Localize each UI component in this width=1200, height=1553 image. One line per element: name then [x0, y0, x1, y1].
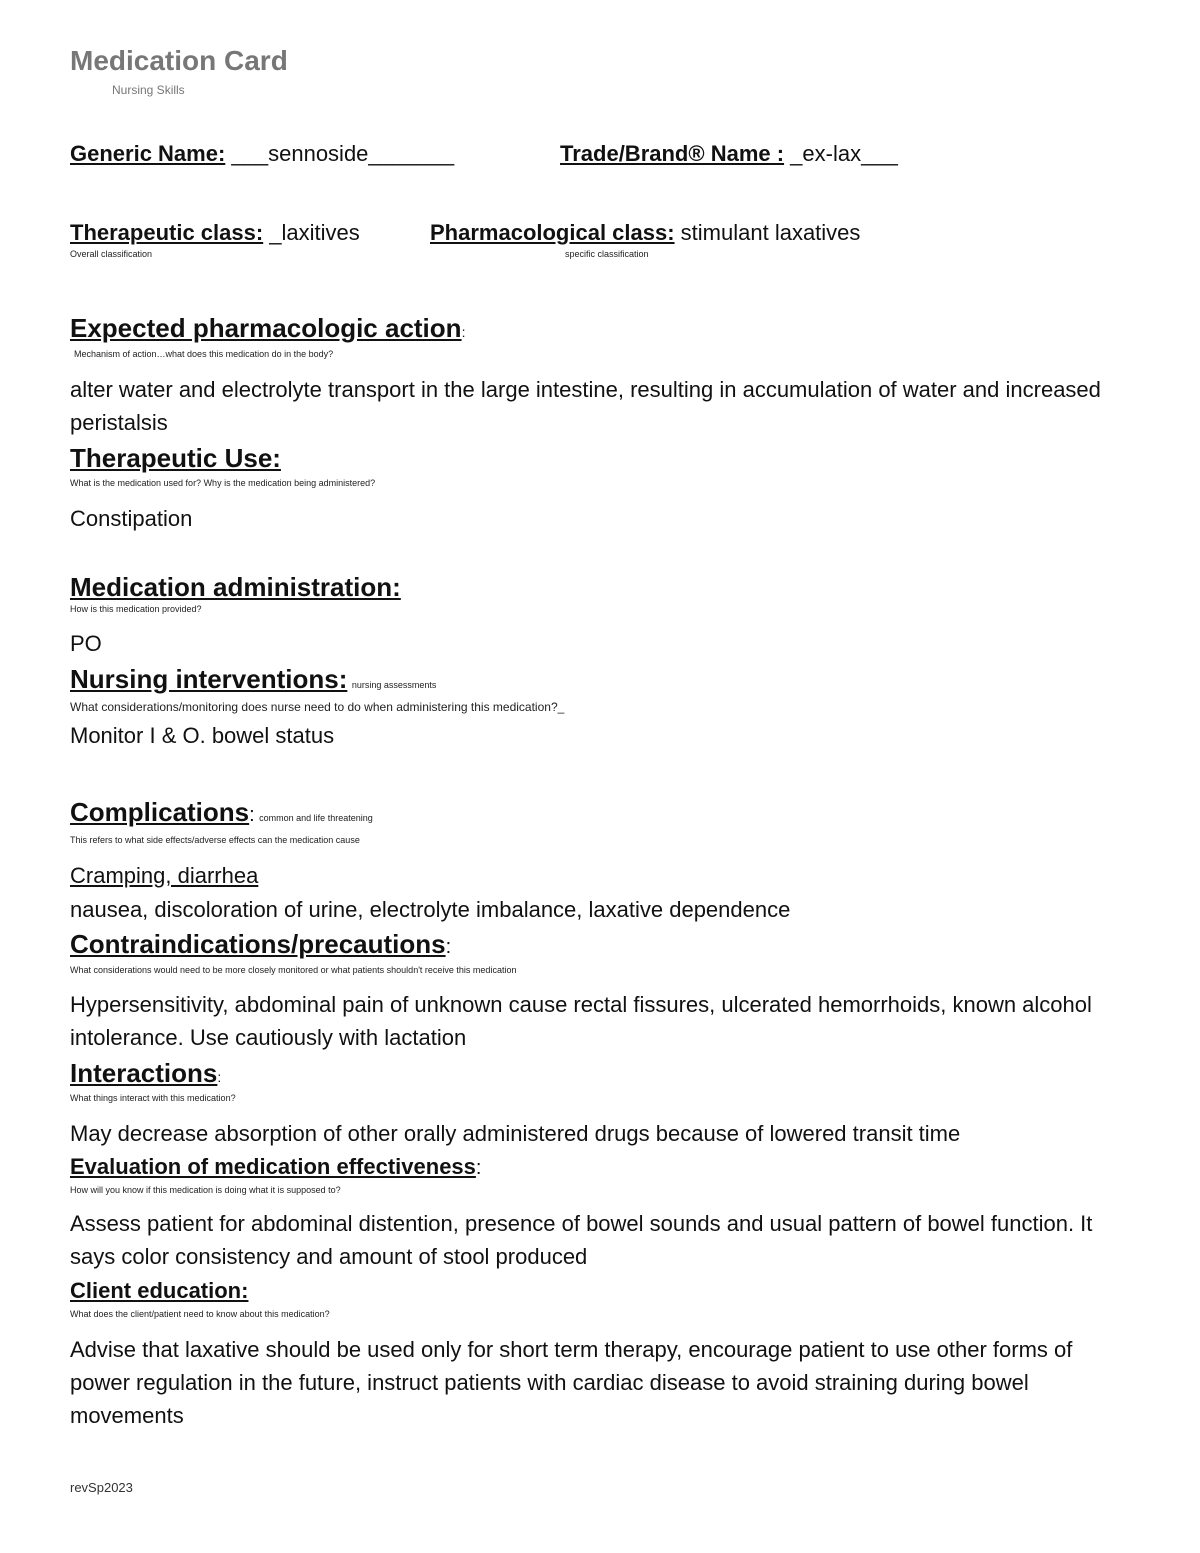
expected-action-text: alter water and electrolyte transport in the large intestine, resulting in accumulation of water and increased peristalsis	[70, 377, 1101, 435]
administration-note: How is this medication provided?	[70, 604, 202, 614]
education-heading: Client education:	[70, 1278, 249, 1303]
generic-name-label: Generic Name:	[70, 141, 226, 166]
complications-inline-note: common and life threatening	[259, 813, 373, 823]
interactions-note: What things interact with this medication?	[70, 1093, 236, 1103]
contraindications-heading: Contraindications/precautions	[70, 929, 446, 959]
revision-footer: revSp2023	[70, 1480, 133, 1495]
contraindications-text: Hypersensitivity, abdominal pain of unknown cause rectal fissures, ulcerated hemorrhoids, known alcohol intolerance. Use cautiously with lactation	[70, 992, 1092, 1050]
therapeutic-use-heading: Therapeutic Use:	[70, 443, 281, 473]
complications-note: This refers to what side effects/adverse effects can the medication cause	[70, 835, 360, 845]
pharmacological-class-label: Pharmacological class:	[430, 220, 675, 245]
education-note: What does the client/patient need to know about this medication?	[70, 1309, 330, 1319]
interactions-heading: Interactions	[70, 1058, 218, 1088]
trade-name-value: _ex-lax___	[784, 141, 898, 166]
therapeutic-class-label: Therapeutic class:	[70, 220, 264, 245]
administration-heading: Medication administration:	[70, 572, 401, 602]
expected-action-heading-row	[70, 313, 465, 344]
trade-name-label: Trade/Brand® Name :	[560, 141, 785, 166]
nursing-heading: Nursing interventions:	[70, 664, 348, 694]
evaluation-note: How will you know if this medication is doing what it is supposed to?	[70, 1185, 341, 1195]
administration-text: PO	[70, 631, 102, 656]
contraindications-note: What considerations would need to be more closely monitored or what patients shouldn't receive this medication	[70, 965, 517, 975]
education-text: Advise that laxative should be used only for short term therapy, encourage patient to use other forms of power regulation in the future, instruct patients with cardiac disease to avoid straining during bowel movements	[70, 1337, 1073, 1428]
pharmacological-class-row	[430, 220, 860, 246]
contraindications-colon: :	[445, 936, 452, 958]
complications-heading-row	[70, 797, 373, 828]
evaluation-heading: Evaluation of medication effectiveness	[70, 1154, 476, 1179]
expected-action-note: Mechanism of action…what does this medication do in the body?	[74, 349, 334, 359]
nursing-inline-note: nursing assessments	[351, 680, 437, 690]
evaluation-heading-row	[70, 1154, 481, 1180]
nursing-text: Monitor I & O. bowel status	[70, 723, 335, 748]
evaluation-colon: :	[475, 1157, 482, 1179]
evaluation-text: Assess patient for abdominal distention, presence of bowel sounds and usual pattern of bowel function. It says color consistency and amount of stool produced	[70, 1211, 1093, 1269]
generic-name-row	[70, 141, 454, 167]
therapeutic-class-row	[70, 220, 360, 246]
therapeutic-class-value: _laxitives	[263, 220, 360, 245]
interactions-colon: :	[217, 1069, 222, 1085]
complications-colon: :	[249, 804, 255, 826]
interactions-text: May decrease absorption of other orally administered drugs because of lowered transit time	[70, 1121, 961, 1146]
complications-text-primary: Cramping, diarrhea	[70, 863, 259, 888]
complications-heading: Complications	[70, 797, 250, 827]
page-title: Medication Card	[70, 45, 288, 76]
expected-action-heading: Expected pharmacologic action	[70, 313, 462, 343]
therapeutic-use-text: Constipation	[70, 506, 193, 531]
pharmacological-class-value: stimulant laxatives	[674, 220, 861, 245]
complications-text-secondary: nausea, discoloration of urine, electrolyte imbalance, laxative dependence	[70, 897, 791, 922]
trade-name-row	[560, 141, 898, 167]
expected-action-colon: :	[461, 324, 466, 340]
page-subtitle: Nursing Skills	[112, 83, 185, 97]
therapeutic-class-note: Overall classification	[70, 249, 153, 259]
generic-name-value: ___sennoside_______	[225, 141, 455, 166]
therapeutic-use-note: What is the medication used for? Why is the medication being administered?	[70, 478, 376, 488]
interactions-heading-row	[70, 1058, 221, 1089]
nursing-note: What considerations/monitoring does nurse need to do when administering this medication?_	[70, 700, 565, 714]
pharmacological-class-note: specific classification	[565, 249, 649, 259]
contraindications-heading-row	[70, 929, 451, 960]
nursing-heading-row	[70, 664, 436, 695]
